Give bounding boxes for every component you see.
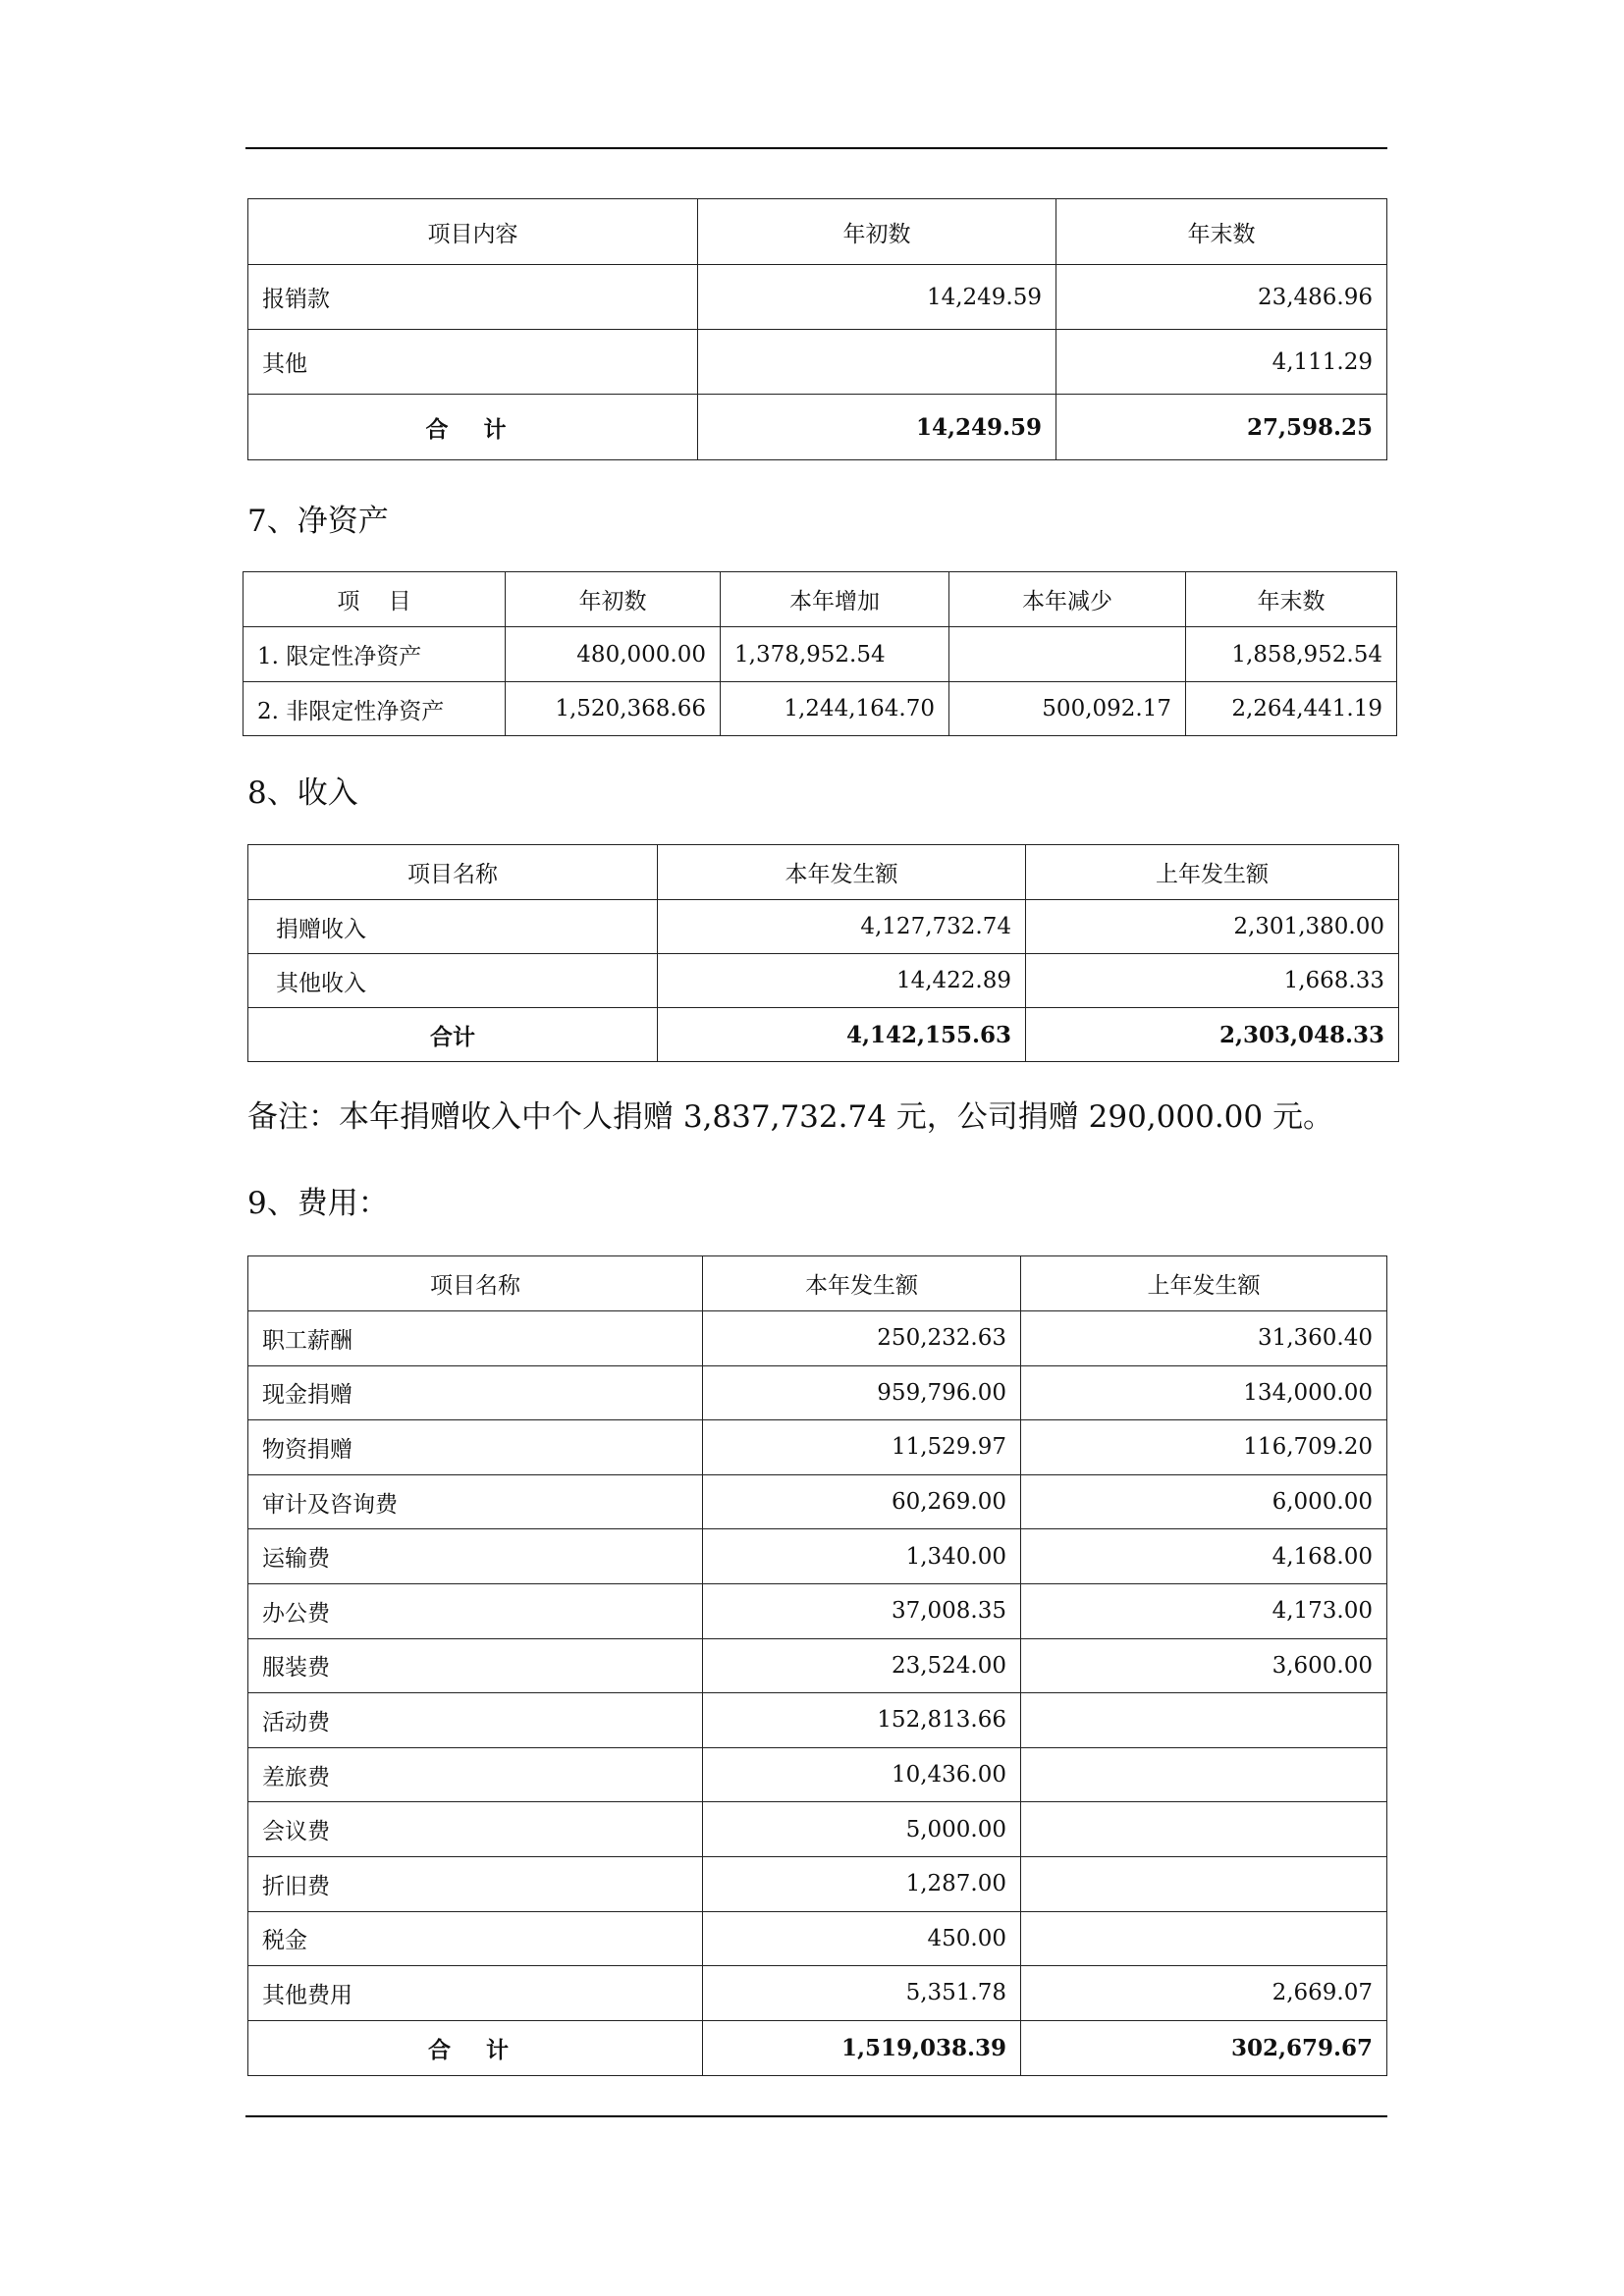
income-note: 备注：本年捐赠收入中个人捐赠 3,837,732.74 元，公司捐赠 290,000.00 元。 (247, 1099, 1333, 1135)
table-row (248, 1911, 1387, 1966)
cell-value (1021, 1747, 1387, 1802)
total-value: 302,679.67 (1021, 2020, 1387, 2075)
cell-value: 4,168.00 (1021, 1529, 1387, 1584)
cell-value: 1,858,952.54 (1186, 627, 1397, 682)
table-row (248, 1474, 1387, 1529)
table-row (244, 682, 1397, 736)
row-label: 办公费 (248, 1583, 703, 1638)
column-header: 项目内容 (248, 199, 698, 265)
table-row (248, 954, 1399, 1008)
table-row (248, 1311, 1387, 1366)
expenses-table (247, 1255, 1387, 2076)
cell-value: 134,000.00 (1021, 1365, 1387, 1420)
cell-value: 1,378,952.54 (721, 627, 949, 682)
row-label: 物资捐赠 (248, 1420, 703, 1475)
total-label: 合 计 (248, 2020, 703, 2075)
row-label: 其他 (248, 330, 698, 395)
total-label: 合计 (248, 1008, 658, 1062)
cell-value: 450.00 (703, 1911, 1021, 1966)
cell-value: 31,360.40 (1021, 1311, 1387, 1366)
cell-value: 959,796.00 (703, 1365, 1021, 1420)
income-table (247, 844, 1399, 1062)
cell-value: 1,520,368.66 (506, 682, 721, 736)
column-header: 本年发生额 (658, 845, 1026, 900)
cell-value: 23,486.96 (1056, 265, 1387, 330)
column-header: 项目名称 (248, 845, 658, 900)
table-row (248, 1966, 1387, 2021)
cell-value: 5,000.00 (703, 1802, 1021, 1857)
column-header: 年初数 (506, 572, 721, 627)
column-header: 本年减少 (949, 572, 1186, 627)
column-header: 项 目 (244, 572, 506, 627)
cell-value: 3,600.00 (1021, 1638, 1387, 1693)
table-header-row (248, 199, 1387, 265)
row-label: 2. 非限定性净资产 (244, 682, 506, 736)
cell-value: 116,709.20 (1021, 1420, 1387, 1475)
cell-value: 11,529.97 (703, 1420, 1021, 1475)
section-heading-net-assets: 7、净资产 (247, 504, 389, 539)
cell-value: 1,668.33 (1026, 954, 1399, 1008)
table-row (248, 1365, 1387, 1420)
table-row (248, 265, 1387, 330)
cell-value: 250,232.63 (703, 1311, 1021, 1366)
table-row (248, 330, 1387, 395)
cell-value: 1,287.00 (703, 1856, 1021, 1911)
cell-value (1021, 1856, 1387, 1911)
total-value: 14,249.59 (698, 395, 1056, 460)
cell-value: 6,000.00 (1021, 1474, 1387, 1529)
cell-value: 37,008.35 (703, 1583, 1021, 1638)
cell-value: 1,244,164.70 (721, 682, 949, 736)
row-label: 1. 限定性净资产 (244, 627, 506, 682)
column-header: 本年发生额 (703, 1256, 1021, 1311)
total-value: 4,142,155.63 (658, 1008, 1026, 1062)
footer-rule (245, 2115, 1387, 2117)
table-header-row (248, 1256, 1387, 1311)
table-total-row (248, 1008, 1399, 1062)
cell-value (698, 330, 1056, 395)
column-header: 上年发生额 (1021, 1256, 1387, 1311)
cell-value: 14,422.89 (658, 954, 1026, 1008)
cell-value (949, 627, 1186, 682)
table-header-row (244, 572, 1397, 627)
table-header-row (248, 845, 1399, 900)
row-label: 折旧费 (248, 1856, 703, 1911)
cell-value: 500,092.17 (949, 682, 1186, 736)
column-header: 项目名称 (248, 1256, 703, 1311)
total-label: 合 计 (248, 395, 698, 460)
table-row (248, 1638, 1387, 1693)
table-total-row (248, 2020, 1387, 2075)
row-label: 税金 (248, 1911, 703, 1966)
table-total-row (248, 395, 1387, 460)
cell-value: 5,351.78 (703, 1966, 1021, 2021)
row-label: 运输费 (248, 1529, 703, 1584)
column-header: 本年增加 (721, 572, 949, 627)
table-row (248, 1420, 1387, 1475)
cell-value: 60,269.00 (703, 1474, 1021, 1529)
table-row (244, 627, 1397, 682)
row-label: 职工薪酬 (248, 1311, 703, 1366)
net-assets-table (243, 571, 1397, 736)
cell-value: 2,669.07 (1021, 1966, 1387, 2021)
cell-value (1021, 1802, 1387, 1857)
row-label: 差旅费 (248, 1747, 703, 1802)
cell-value: 23,524.00 (703, 1638, 1021, 1693)
table-row (248, 1693, 1387, 1748)
row-label: 现金捐赠 (248, 1365, 703, 1420)
total-value: 27,598.25 (1056, 395, 1387, 460)
receivables-table (247, 198, 1387, 460)
header-rule (245, 147, 1387, 149)
row-label: 其他收入 (248, 954, 658, 1008)
table-row (248, 1802, 1387, 1857)
cell-value: 2,301,380.00 (1026, 900, 1399, 954)
cell-value: 152,813.66 (703, 1693, 1021, 1748)
column-header: 年末数 (1186, 572, 1397, 627)
row-label: 审计及咨询费 (248, 1474, 703, 1529)
column-header: 年末数 (1056, 199, 1387, 265)
cell-value: 14,249.59 (698, 265, 1056, 330)
table-row (248, 1583, 1387, 1638)
column-header: 上年发生额 (1026, 845, 1399, 900)
total-value: 1,519,038.39 (703, 2020, 1021, 2075)
table-row (248, 900, 1399, 954)
table-row (248, 1747, 1387, 1802)
section-heading-expenses: 9、费用： (247, 1186, 389, 1221)
cell-value: 1,340.00 (703, 1529, 1021, 1584)
cell-value (1021, 1693, 1387, 1748)
cell-value: 10,436.00 (703, 1747, 1021, 1802)
cell-value: 2,264,441.19 (1186, 682, 1397, 736)
cell-value (1021, 1911, 1387, 1966)
row-label: 报销款 (248, 265, 698, 330)
cell-value: 4,173.00 (1021, 1583, 1387, 1638)
table-row (248, 1856, 1387, 1911)
section-heading-income: 8、收入 (247, 775, 358, 811)
table-row (248, 1529, 1387, 1584)
row-label: 捐赠收入 (248, 900, 658, 954)
row-label: 其他费用 (248, 1966, 703, 2021)
row-label: 服装费 (248, 1638, 703, 1693)
row-label: 活动费 (248, 1693, 703, 1748)
total-value: 2,303,048.33 (1026, 1008, 1399, 1062)
row-label: 会议费 (248, 1802, 703, 1857)
cell-value: 480,000.00 (506, 627, 721, 682)
cell-value: 4,127,732.74 (658, 900, 1026, 954)
column-header: 年初数 (698, 199, 1056, 265)
cell-value: 4,111.29 (1056, 330, 1387, 395)
